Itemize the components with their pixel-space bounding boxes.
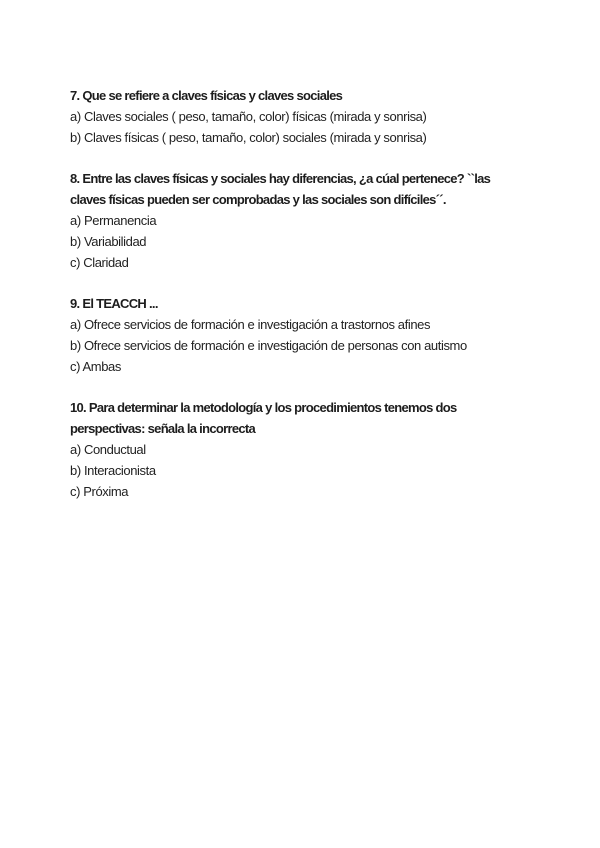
question-block <box>70 85 540 148</box>
question-option: c) Próxima <box>70 484 129 499</box>
question-title <box>70 397 540 439</box>
question-title-line: claves físicas pueden ser comprobadas y las sociales son difíciles´´. <box>70 192 446 207</box>
question-title-line: 9. El TEACCH ... <box>70 296 158 311</box>
question-option: b) Variabilidad <box>70 234 147 249</box>
question-block <box>70 168 540 273</box>
question-title-line: perspectivas: señala la incorrecta <box>70 421 256 436</box>
question-title-line: 10. Para determinar la metodología y los procedimientos tenemos dos <box>70 400 457 415</box>
question-title <box>70 293 540 314</box>
question-option: c) Claridad <box>70 255 129 270</box>
question-block <box>70 397 540 502</box>
question-title-line: 7. Que se refiere a claves físicas y claves sociales <box>70 88 343 103</box>
question-option: a) Permanencia <box>70 213 157 228</box>
question-block <box>70 293 540 377</box>
question-options <box>70 210 540 273</box>
question-options <box>70 439 540 502</box>
question-options <box>70 106 540 148</box>
question-options <box>70 314 540 377</box>
question-title <box>70 168 540 210</box>
question-option: b) Claves físicas ( peso, tamaño, color) sociales (mirada y sonrisa) <box>70 130 427 145</box>
quiz-content <box>70 85 540 502</box>
question-option: b) Ofrece servicios de formación e investigación de personas con autismo <box>70 338 467 353</box>
question-option: a) Claves sociales ( peso, tamaño, color) físicas (mirada y sonrisa) <box>70 109 427 124</box>
question-option: a) Conductual <box>70 442 146 457</box>
question-title <box>70 85 540 106</box>
question-title-line: 8. Entre las claves físicas y sociales hay diferencias, ¿a cúal pertenece? ``las <box>70 171 491 186</box>
question-option: a) Ofrece servicios de formación e investigación a trastornos afines <box>70 317 431 332</box>
question-option: b) Interacionista <box>70 463 156 478</box>
question-option: c) Ambas <box>70 359 121 374</box>
